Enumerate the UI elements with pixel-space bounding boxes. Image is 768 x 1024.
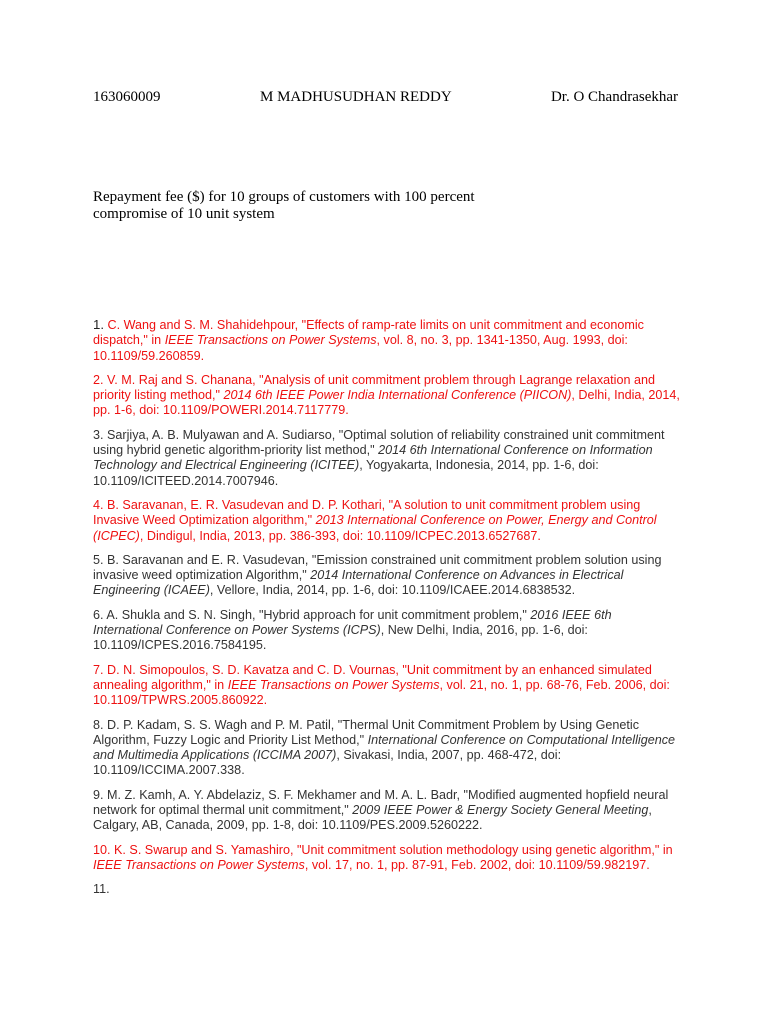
reference-number: 2. bbox=[93, 372, 104, 387]
reference-details: , Vellore, India, 2014, pp. 1-6, doi: 10.1109/ICAEE.2014.6838532. bbox=[209, 583, 576, 598]
reference-number: 5. bbox=[93, 552, 104, 567]
reference-authors-title: Sarjiya, A. B. Mulyawan and A. Sudiarso, "Optimal solution of reliability constrained unit commitment using hybrid genetic algorithm-priority list method," bbox=[93, 427, 665, 458]
reference-item bbox=[93, 788, 683, 834]
reference-details: , Sivakasi, India, 2007, pp. 468-472, doi: 10.1109/ICCIMA.2007.338. bbox=[93, 748, 562, 778]
reference-details: , Yogyakarta, Indonesia, 2014, pp. 1-6, doi: 10.1109/ICITEED.2014.7007946. bbox=[93, 458, 599, 488]
reference-number: 7. bbox=[93, 662, 104, 677]
reference-authors-title: D. P. Kadam, S. S. Wagh and P. M. Patil, "Thermal Unit Commitment Problem by Using Genetic Algorithm, Fuzzy Logic and Priority List Method," bbox=[93, 717, 639, 747]
reference-authors-title: B. Saravanan and E. R. Vasudevan, "Emission constrained unit commitment problem solution using invasive weed optimization Algorithm," bbox=[93, 552, 662, 583]
roll-number: 163060009 bbox=[93, 89, 161, 105]
reference-item bbox=[93, 663, 683, 709]
reference-venue: IEEE Transactions on Power Systems bbox=[164, 333, 377, 348]
reference-authors-title: M. Z. Kamh, A. Y. Abdelaziz, S. F. Mekhamer and M. A. L. Badr, "Modified augmented hopfield neural network for optimal thermal unit commitment," bbox=[93, 787, 669, 818]
reference-authors-title: D. N. Simopoulos, S. D. Kavatza and C. D. Vournas, "Unit commitment by an enhanced simulated annealing algorithm," in bbox=[93, 662, 652, 692]
reference-details: , Calgary, AB, Canada, 2009, pp. 1-8, doi: 10.1109/PES.2009.5260222. bbox=[93, 803, 652, 833]
reference-details: , New Delhi, India, 2016, pp. 1-6, doi: 10.1109/ICPES.2016.7584195. bbox=[93, 623, 588, 653]
reference-item bbox=[93, 428, 683, 489]
reference-venue: 2014 International Conference on Advances in Electrical Engineering (ICAEE) bbox=[93, 568, 624, 598]
reference-number: 4. bbox=[93, 497, 104, 512]
reference-item bbox=[93, 843, 683, 874]
reference-number: 6. bbox=[93, 607, 104, 622]
reference-venue: 2014 6th IEEE Power India International Conference (PIICON) bbox=[223, 388, 572, 403]
reference-number: 10. bbox=[93, 842, 111, 857]
reference-venue: 2009 IEEE Power & Energy Society General Meeting bbox=[352, 803, 649, 818]
reference-authors-title: B. Saravanan, E. R. Vasudevan and D. P. Kothari, "A solution to unit commitment problem using Invasive Weed Optimization algorithm," bbox=[93, 497, 641, 528]
reference-item bbox=[93, 317, 683, 364]
reference-venue: IEEE Transactions on Power Systems bbox=[227, 677, 440, 692]
reference-item bbox=[93, 718, 683, 779]
reference-venue: 2016 IEEE 6th International Conference on Power Systems (ICPS) bbox=[93, 607, 612, 638]
reference-item bbox=[93, 373, 683, 419]
reference-item bbox=[93, 608, 683, 654]
reference-authors-title: V. M. Raj and S. Chanana, "Analysis of unit commitment problem through Lagrange relaxation and priority listing method," bbox=[93, 372, 655, 403]
reference-number: 8. bbox=[93, 717, 104, 732]
reference-venue: IEEE Transactions on Power Systems bbox=[93, 857, 305, 872]
document-header bbox=[93, 89, 678, 109]
reference-number: 11. bbox=[93, 882, 110, 897]
reference-number: 3. bbox=[93, 427, 104, 442]
reference-details: , vol. 8, no. 3, pp. 1341-1350, Aug. 1993, doi: 10.1109/59.260859. bbox=[93, 333, 628, 363]
reference-details: , vol. 21, no. 1, pp. 68-76, Feb. 2006, doi: 10.1109/TPWRS.2005.860922. bbox=[93, 677, 670, 708]
reference-list bbox=[93, 317, 683, 907]
reference-number: 9. bbox=[93, 787, 104, 802]
supervisor-name: Dr. O Chandrasekhar bbox=[550, 89, 678, 105]
reference-authors-title: K. S. Swarup and S. Yamashiro, "Unit commitment solution methodology using genetic algorithm," in bbox=[114, 842, 673, 857]
reference-details: , Dindigul, India, 2013, pp. 386-393, doi: 10.1109/ICPEC.2013.6527687. bbox=[139, 528, 541, 543]
reference-item bbox=[93, 882, 683, 897]
reference-venue: 2013 International Conference on Power, Energy and Control (ICPEC) bbox=[93, 513, 657, 543]
reference-details: , vol. 17, no. 1, pp. 87-91, Feb. 2002, doi: 10.1109/59.982197. bbox=[304, 857, 650, 872]
reference-item bbox=[93, 553, 683, 599]
reference-item bbox=[93, 498, 683, 544]
reference-number: 1. bbox=[93, 317, 104, 332]
reference-venue: 2014 6th International Conference on Information Technology and Electrical Engineering (ICITEE) bbox=[93, 443, 653, 473]
student-name: M MADHUSUDHAN REDDY bbox=[260, 89, 452, 105]
reference-authors-title: A. Shukla and S. N. Singh, "Hybrid approach for unit commitment problem," bbox=[106, 607, 531, 622]
reference-venue: International Conference on Computational Intelligence and Multimedia Applications (ICCIMA 2007) bbox=[93, 732, 676, 763]
reference-authors-title: C. Wang and S. M. Shahidehpour, "Effects of ramp-rate limits on unit commitment and economic dispatch," in bbox=[93, 318, 644, 348]
table-caption: Repayment fee ($) for 10 groups of customers with 100 percent compromise of 10 unit system bbox=[93, 189, 475, 222]
reference-details: , Delhi, India, 2014, pp. 1-6, doi: 10.1109/POWERI.2014.7117779. bbox=[93, 388, 680, 418]
